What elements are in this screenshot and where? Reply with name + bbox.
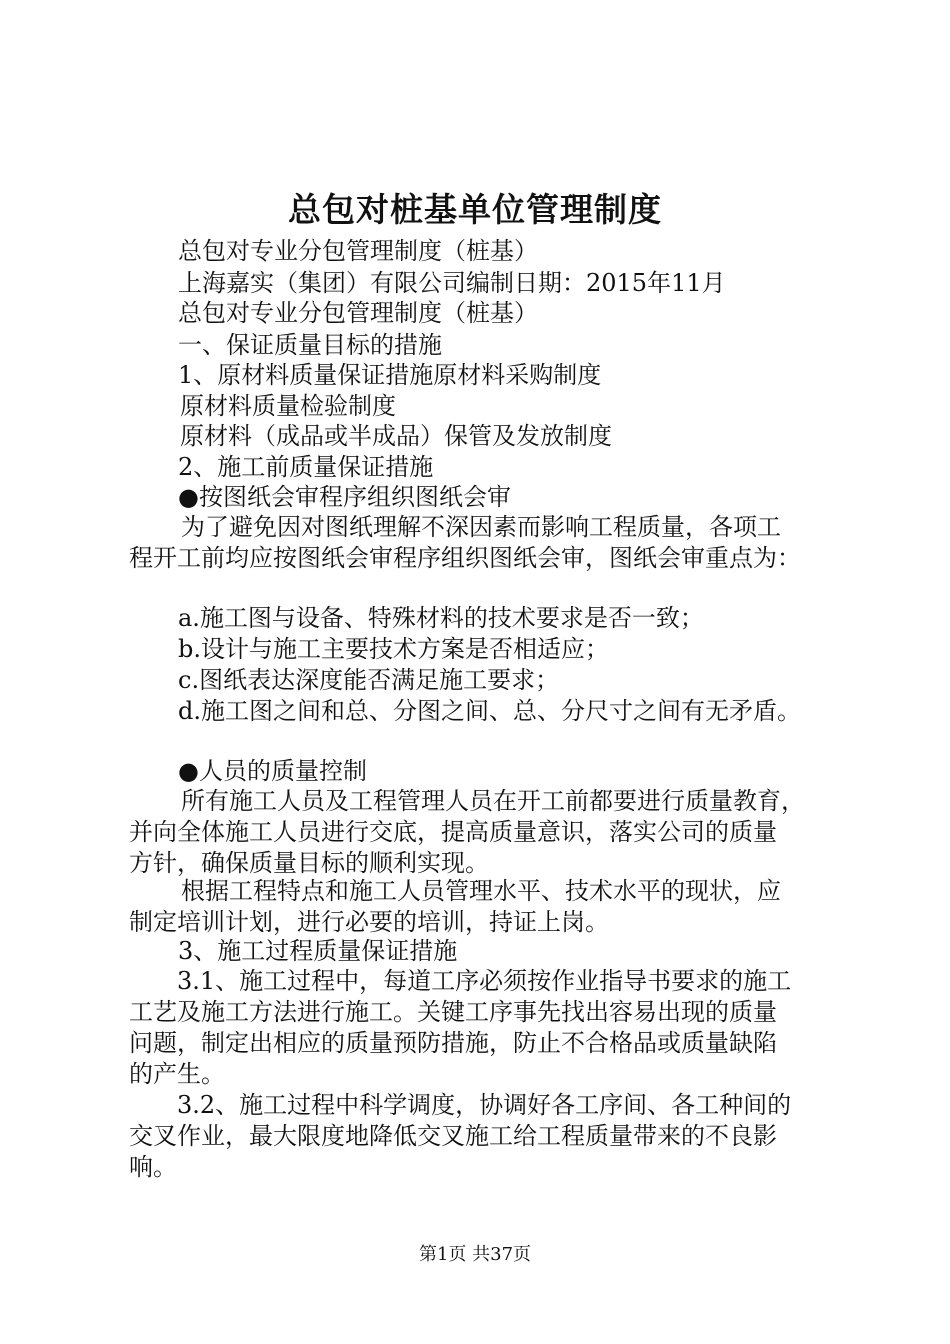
paragraph-5 bbox=[129, 1090, 849, 1183]
section-heading-1: 一、保证质量目标的措施 bbox=[178, 331, 442, 359]
list-item-b: b.设计与施工主要技术方案是否相适应； bbox=[178, 635, 609, 663]
paragraph-2 bbox=[129, 786, 849, 879]
paragraph-line: 工艺及施工方法进行施工。关键工序事先找出容易出现的质量 bbox=[129, 998, 777, 1026]
list-item-a: a.施工图与设备、特殊材料的技术要求是否一致； bbox=[178, 604, 704, 632]
paragraph-line: 响。 bbox=[129, 1153, 177, 1181]
subtitle-line: 总包对专业分包管理制度（桩基） bbox=[178, 237, 538, 265]
paragraph-line: 3.2、施工过程中科学调度，协调好各工序间、各工种间的 bbox=[177, 1091, 792, 1119]
company-date-line: 上海嘉实（集团）有限公司编制日期：2015年11月 bbox=[178, 269, 726, 297]
paragraph-line: 交叉作业，最大限度地降低交叉施工给工程质量带来的不良影 bbox=[129, 1122, 777, 1150]
subtitle-line-repeat: 总包对专业分包管理制度（桩基） bbox=[178, 299, 538, 327]
document-title: 总包对桩基单位管理制度 bbox=[288, 190, 662, 229]
paragraph-line: 的产生。 bbox=[129, 1060, 225, 1088]
text-line: 原材料（成品或半成品）保管及发放制度 bbox=[180, 422, 612, 450]
page-footer: 第1页 共37页 bbox=[418, 1244, 532, 1265]
list-item-c: c.图纸表达深度能否满足施工要求； bbox=[178, 666, 560, 694]
bullet-heading-2: ●人员的质量控制 bbox=[178, 757, 367, 785]
paragraph-line: 方针，确保质量目标的顺利实现。 bbox=[129, 849, 489, 877]
paragraph-3 bbox=[129, 876, 849, 938]
paragraph-line: 根据工程特点和施工人员管理水平、技术水平的现状，应 bbox=[157, 877, 781, 905]
paragraph-1 bbox=[129, 512, 849, 574]
paragraph-line: 为了避免因对图纸理解不深因素而影响工程质量，各项工 bbox=[157, 513, 781, 541]
paragraph-line: 3.1、施工过程中，每道工序必须按作业指导书要求的施工 bbox=[177, 967, 792, 995]
subsection-heading-1: 1、原材料质量保证措施原材料采购制度 bbox=[178, 361, 602, 389]
paragraph-line: 程开工前均应按图纸会审程序组织图纸会审，图纸会审重点为： bbox=[129, 544, 801, 572]
paragraph-line: 问题，制定出相应的质量预防措施，防止不合格品或质量缺陷 bbox=[129, 1029, 777, 1057]
list-item-d: d.施工图之间和总、分图之间、总、分尺寸之间有无矛盾。 bbox=[178, 697, 801, 725]
subsection-heading-2: 2、施工前质量保证措施 bbox=[178, 453, 434, 481]
paragraph-line: 制定培训计划，进行必要的培训，持证上岗。 bbox=[129, 908, 609, 936]
paragraph-line: 所有施工人员及工程管理人员在开工前都要进行质量教育， bbox=[157, 787, 805, 815]
paragraph-4 bbox=[129, 966, 849, 1090]
subsection-heading-3: 3、施工过程质量保证措施 bbox=[178, 937, 458, 965]
paragraph-line: 并向全体施工人员进行交底，提高质量意识，落实公司的质量 bbox=[129, 818, 777, 846]
text-line: 原材料质量检验制度 bbox=[180, 392, 396, 420]
bullet-heading-1: ●按图纸会审程序组织图纸会审 bbox=[178, 483, 511, 511]
